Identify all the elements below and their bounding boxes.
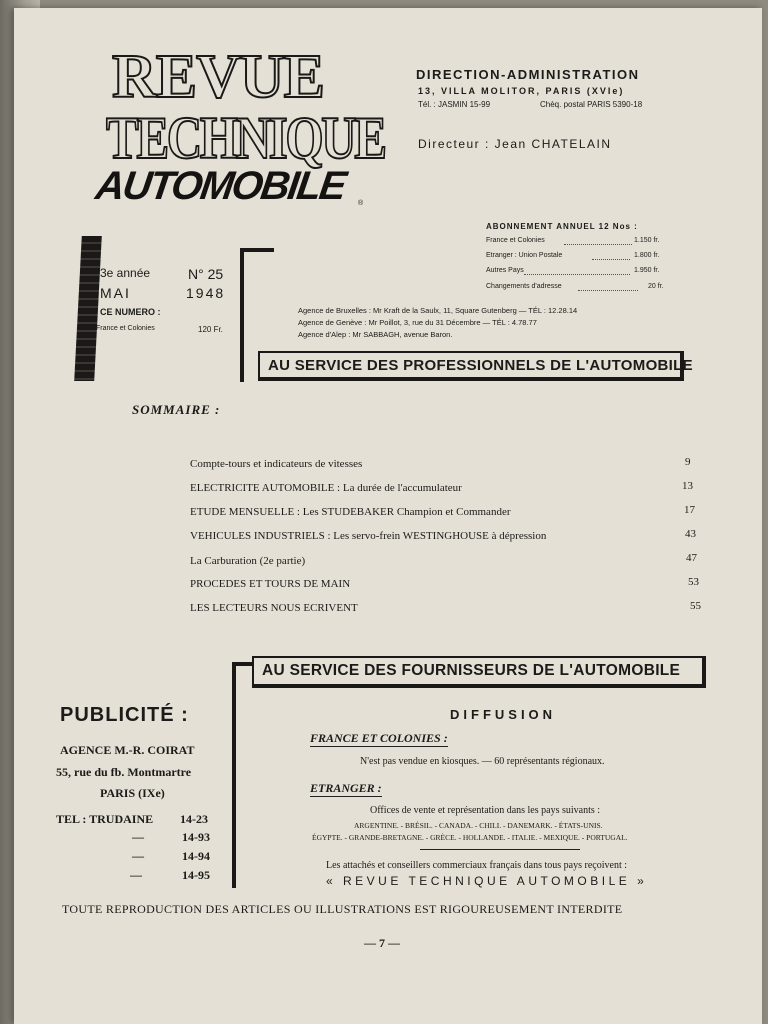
agence-geneve: Agence de Genève : Mr Poillot, 3, rue du 31 Décembre — TÉL : 4.78.77 (298, 318, 537, 327)
issue-month: MAI (100, 285, 131, 301)
pays-list-1: ARGENTINE. - BRÉSIL. - CANADA. - CHILI. - DANEMARK. - ÉTATS-UNIS. (354, 821, 603, 830)
agence-alep: Agence d'Alep : Mr SABBAGH, avenue Baron. (298, 330, 453, 339)
abonnement-label: Changements d'adresse (486, 283, 562, 290)
logo-revue: REVUE (112, 43, 325, 111)
abonnement-label: Autres Pays (486, 267, 524, 274)
page-number: — 7 — (364, 936, 400, 950)
address: 13, VILLA MOLITOR, PARIS (XVIe) (418, 86, 625, 96)
issue-year: 1948 (186, 285, 226, 301)
direction-title: DIRECTION-ADMINISTRATION (416, 67, 640, 82)
issue-year-count: 3e année (100, 266, 151, 280)
toc-item: La Carburation (2e partie) (190, 555, 306, 567)
banner2-bracket (232, 662, 266, 888)
abonnement-price: 20 fr. (648, 283, 664, 290)
publicite-rue: 55, rue du fb. Montmartre (56, 765, 192, 779)
cheque-postal: Chèq. postal PARIS 5390-18 (540, 100, 643, 109)
toc-item: ELECTRICITE AUTOMOBILE : La durée de l'accumulateur (190, 482, 462, 494)
sommaire-title: SOMMAIRE : (132, 402, 221, 417)
leader-dots (592, 252, 630, 260)
publicite-tel: 14-94 (182, 849, 210, 863)
logo-technique: TECHNIQUE (106, 105, 385, 171)
toc-item: PROCEDES ET TOURS DE MAIN (190, 578, 351, 590)
issue-price-region: France et Colonies (96, 325, 155, 332)
etranger-text: Offices de vente et représentation dans les pays suivants : (370, 805, 601, 816)
publicite-tel: 14-95 (182, 868, 210, 882)
toc-page: 13 (682, 480, 693, 492)
pays-list-2: ÉGYPTE. - GRANDE-BRETAGNE. - GRÈCE. - HOLLANDE. - ITALIE. - MEXIQUE. - PORTUGAL. (312, 833, 628, 842)
abonnement-label: Etranger : Union Postale (486, 252, 563, 259)
reproduction-notice: TOUTE REPRODUCTION DES ARTICLES OU ILLUSTRATIONS EST RIGOUREUSEMENT INTERDITE (62, 902, 623, 916)
publicite-ville: PARIS (IXe) (100, 786, 165, 800)
abonnement-label: France et Colonies (486, 237, 545, 244)
toc-page: 53 (688, 576, 699, 588)
toc-item: VEHICULES INDUSTRIELS : Les servo-frein WESTINGHOUSE à dépression (190, 530, 547, 542)
abonnement-price: 1.150 fr. (634, 237, 660, 244)
leader-dots (578, 283, 638, 291)
diffusion-divider (420, 849, 580, 850)
publicite-tel-label: TEL : TRUDAINE (56, 812, 154, 826)
toc-page: 43 (685, 528, 696, 540)
france-colonies-title: FRANCE ET COLONIES : (310, 731, 448, 745)
toc-page: 47 (686, 552, 697, 564)
revue-name: « REVUE TECHNIQUE AUTOMOBILE » (326, 874, 648, 888)
toc-page: 55 (690, 600, 701, 612)
toc-item: Compte-tours et indicateurs de vitesses (190, 458, 363, 470)
france-colonies-text: N'est pas vendue en kiosques. — 60 représentants régionaux. (360, 756, 605, 767)
toc-item: ETUDE MENSUELLE : Les STUDEBAKER Champion et Commander (190, 506, 511, 518)
publicite-dash: — (130, 868, 142, 882)
ce-numero-label: CE NUMERO : (100, 307, 161, 317)
agence-bruxelles: Agence de Bruxelles : Mr Kraft de la Saulx, 11, Square Gutenberg — TÉL : 12.28.14 (298, 306, 578, 315)
banner-professionnels: AU SERVICE DES PROFESSIONNELS DE L'AUTOMOBILE (258, 351, 684, 381)
leader-dots (564, 237, 632, 245)
leader-dots (524, 267, 630, 275)
toc-page: 9 (685, 456, 691, 468)
abonnement-price: 1.950 fr. (634, 267, 660, 274)
diffusion-title: DIFFUSION (450, 707, 557, 722)
publicite-tel: 14-23 (180, 812, 208, 826)
abonnement-price: 1.800 fr. (634, 252, 660, 259)
telephone: Tél. : JASMIN 15-99 (418, 100, 491, 109)
logo-registered-mark: ® (358, 200, 364, 207)
issue-number: N° 25 (188, 266, 224, 282)
issue-price: 120 Fr. (198, 325, 223, 334)
logo-automobile: AUTOMOBILE (92, 164, 348, 208)
publicite-tel: 14-93 (182, 830, 210, 844)
toc-item: LES LECTEURS NOUS ECRIVENT (190, 602, 358, 614)
attaches-text: Les attachés et conseillers commerciaux français dans tous pays reçoivent : (326, 860, 627, 871)
toc-page: 17 (684, 504, 695, 516)
publicite-title: PUBLICITÉ : (60, 704, 189, 726)
publicite-dash: — (132, 830, 144, 844)
publicite-agence: AGENCE M.-R. COIRAT (60, 743, 195, 757)
abonnement-title: ABONNEMENT ANNUEL 12 Nos : (486, 222, 638, 231)
director: Directeur : Jean CHATELAIN (418, 137, 612, 151)
etranger-title: ETRANGER : (310, 781, 382, 795)
banner-fournisseurs: AU SERVICE DES FOURNISSEURS DE L'AUTOMOBILE (252, 656, 706, 688)
publicite-dash: — (132, 849, 144, 863)
